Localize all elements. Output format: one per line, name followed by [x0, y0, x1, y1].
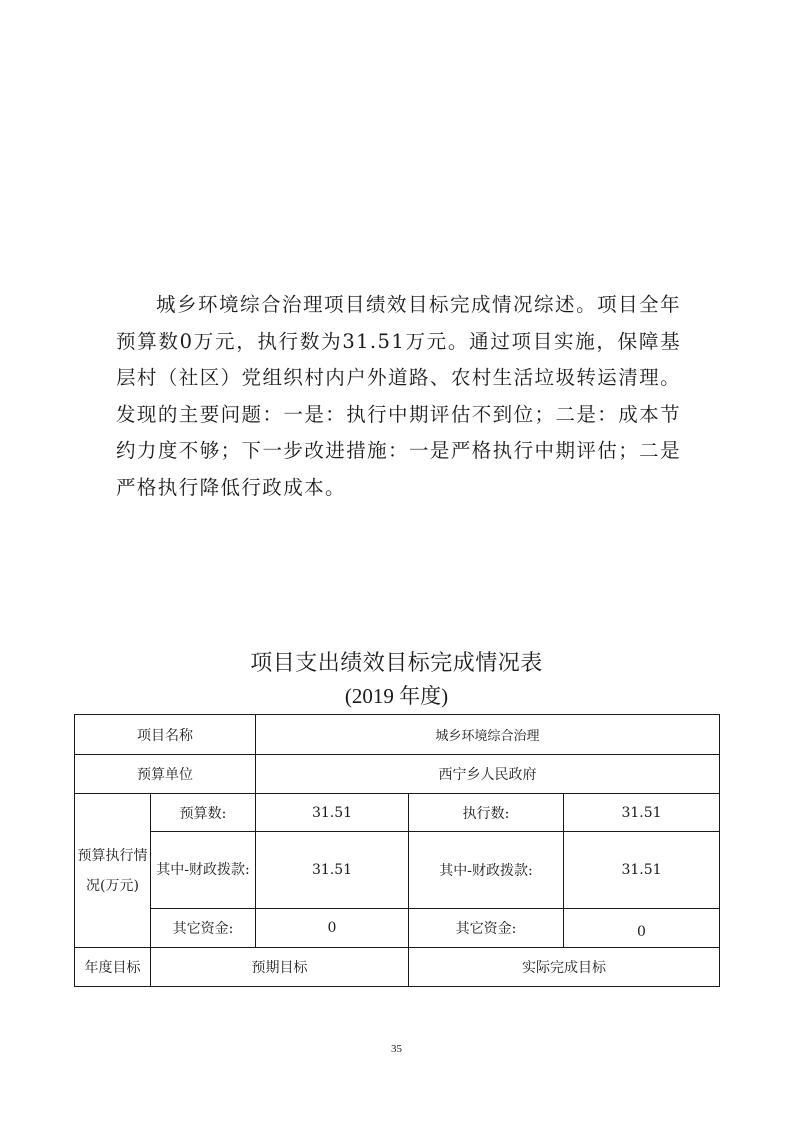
performance-table [74, 714, 720, 987]
fiscal-budget-value: 31.51 [256, 832, 409, 909]
project-name-value: 城乡环境综合治理 [256, 715, 720, 755]
summary-paragraph: 城乡环境综合治理项目绩效目标完成情况综述。项目全年预算数0万元，执行数为31.51万元。通过项目实施，保障基层村（社区）党组织村内户外道路、农村生活垃圾转运清理。发现的主要问题：一是：执行中期评估不到位；二是：成本节约力度不够；下一步改进措施：一是严格执行中期评估；二是严格执行降低行政成本。 [116, 293, 681, 499]
other-exec-value: 0 [564, 909, 720, 948]
fiscal-exec-label: 其中-财政拨款: [409, 832, 564, 909]
table-row [75, 909, 720, 948]
table-row [75, 755, 720, 794]
table-row [75, 832, 720, 909]
annual-goal-label: 年度目标 [75, 948, 151, 987]
project-name-label: 项目名称 [75, 715, 256, 755]
executed-label: 执行数: [409, 794, 564, 832]
table-row [75, 715, 720, 755]
table-title: 项目支出绩效目标完成情况表 [250, 651, 543, 676]
fiscal-exec-value: 31.51 [564, 832, 720, 909]
table-row [75, 948, 720, 987]
budget-unit-value: 西宁乡人民政府 [256, 755, 720, 794]
executed-value: 31.51 [564, 794, 720, 832]
other-budget-value: 0 [256, 909, 409, 948]
budget-value: 31.51 [256, 794, 409, 832]
other-exec-label: 其它资金: [409, 909, 564, 948]
actual-goal-label: 实际完成目标 [409, 948, 720, 987]
other-budget-label: 其它资金: [151, 909, 256, 948]
fiscal-budget-label: 其中-财政拨款: [151, 832, 256, 909]
page-number: 35 [391, 1043, 402, 1055]
expected-goal-label: 预期目标 [151, 948, 409, 987]
summary-section [116, 287, 681, 506]
table-year: (2019 年度) [344, 684, 449, 708]
budget-exec-label: 预算执行情况(万元) [75, 794, 151, 948]
budget-unit-label: 预算单位 [75, 755, 256, 794]
table-row [75, 794, 720, 832]
budget-label: 预算数: [151, 794, 256, 832]
